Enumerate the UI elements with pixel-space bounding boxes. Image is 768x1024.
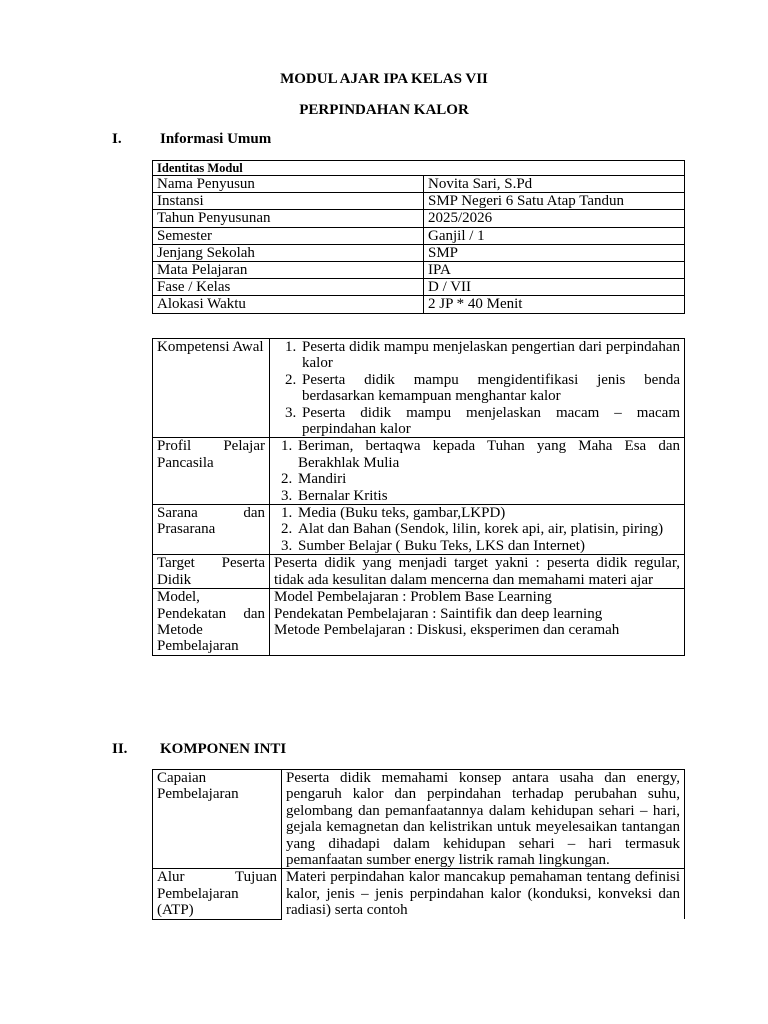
row-label: Alokasi Waktu	[153, 296, 424, 313]
row-value: D / VII	[424, 279, 685, 296]
target-label: Target Peserta Didik	[153, 555, 270, 589]
capaian-text: Peserta didik memahami konsep antara usaha dan energy, pengaruh kalor dan perpindahan terhadap perubahan suhu, gelombang dan pemanfaatannya dalam kehidupan sehari – hari, gejala kemagnetan dan kelistrikan untuk meyelesaikan tantangan yang dihadapi dalam kehidupan sehari – hari termasuk pemanfaatan sumber energy listrik ramah lingkungan.	[282, 770, 685, 869]
row-value: 2025/2026	[424, 210, 685, 227]
model-cell	[270, 589, 685, 656]
list-item: 1. Peserta didik mampu menjelaskan pengertian dari perpindahan kalor	[300, 339, 680, 372]
list-item: 3. Bernalar Kritis	[296, 488, 680, 504]
row-label: Tahun Penyusunan	[153, 210, 424, 227]
row-label: Instansi	[153, 193, 424, 210]
pendekatan-line: Pendekatan Pembelajaran : Saintifik dan deep learning	[274, 605, 603, 622]
kompetensi-label: Kompetensi Awal	[153, 339, 270, 438]
table-row	[153, 555, 685, 589]
metode-line: Metode Pembelajaran : Diskusi, eksperimen dan ceramah	[274, 621, 620, 638]
row-label: Nama Penyusun	[153, 176, 424, 193]
list-item: 2. Mandiri	[296, 471, 680, 487]
table-row	[153, 339, 685, 438]
row-value: SMP	[424, 244, 685, 261]
row-value: 2 JP * 40 Menit	[424, 296, 685, 313]
table-row	[153, 296, 685, 313]
list-item: 2. Alat dan Bahan (Sendok, lilin, korek api, air, platisin, piring)	[296, 521, 680, 537]
model-label: Model, Pendekatan dan Metode Pembelajaran	[153, 589, 270, 656]
list-item: 3. Peserta didik mampu menjelaskan macam – macam perpindahan kalor	[300, 405, 680, 438]
table-row	[153, 279, 685, 296]
row-label: Semester	[153, 227, 424, 244]
row-label: Mata Pelajaran	[153, 262, 424, 279]
table-row	[153, 262, 685, 279]
profil-label: Profil Pelajar Pancasila	[153, 438, 270, 505]
section-number: I.	[112, 131, 122, 147]
list-item: 3. Sumber Belajar ( Buku Teks, LKS dan Internet)	[296, 538, 680, 554]
table-row	[153, 244, 685, 261]
identitas-table	[152, 160, 685, 314]
sarana-list	[274, 505, 680, 554]
profil-list	[274, 438, 680, 504]
row-label: Jenjang Sekolah	[153, 244, 424, 261]
kompetensi-list	[274, 339, 680, 437]
list-item: 1. Media (Buku teks, gambar,LKPD)	[296, 505, 680, 521]
profil-cell	[270, 438, 685, 505]
info-table	[152, 338, 685, 656]
table-row	[153, 770, 685, 869]
row-value: Novita Sari, S.Pd	[424, 176, 685, 193]
section-title: Informasi Umum	[160, 131, 272, 147]
table-row	[153, 869, 685, 919]
model-line: Model Pembelajaran : Problem Base Learning	[274, 589, 552, 606]
table-row	[153, 193, 685, 210]
sarana-label: Sarana dan Prasarana	[153, 505, 270, 555]
row-value: Ganjil / 1	[424, 227, 685, 244]
table-row	[153, 227, 685, 244]
section-title: KOMPONEN INTI	[160, 741, 287, 757]
section-number: II.	[112, 741, 128, 757]
capaian-label: Capaian Pembelajaran	[153, 770, 282, 869]
list-item: 1. Beriman, bertaqwa kepada Tuhan yang Maha Esa dan Berakhlak Mulia	[296, 438, 680, 471]
row-value: SMP Negeri 6 Satu Atap Tandun	[424, 193, 685, 210]
table-row	[153, 438, 685, 505]
module-subtitle: PERPINDAHAN KALOR	[299, 102, 469, 118]
row-label: Fase / Kelas	[153, 279, 424, 296]
table-row	[153, 176, 685, 193]
table-row	[153, 505, 685, 555]
table-row	[153, 589, 685, 656]
alur-label: Alur Tujuan Pembelajaran (ATP)	[153, 869, 282, 919]
list-item: 2. Peserta didik mampu mengidentifikasi jenis benda berdasarkan kemampuan menghantar kalor	[300, 372, 680, 405]
alur-text: Materi perpindahan kalor mancakup pemahaman tentang definisi kalor, jenis – jenis perpindahan kalor (konduksi, konveksi dan radiasi) serta contoh	[282, 869, 685, 919]
kompetensi-cell	[270, 339, 685, 438]
table-row	[153, 210, 685, 227]
target-text: Peserta didik yang menjadi target yakni : peserta didik regular, tidak ada kesulitan dalam mencerna dan memahami materi ajar	[270, 555, 685, 589]
sarana-cell	[270, 505, 685, 555]
module-title: MODUL AJAR IPA KELAS VII	[280, 71, 488, 87]
identitas-header: Identitas Modul	[153, 161, 685, 176]
komponen-inti-table	[152, 769, 685, 920]
row-value: IPA	[424, 262, 685, 279]
